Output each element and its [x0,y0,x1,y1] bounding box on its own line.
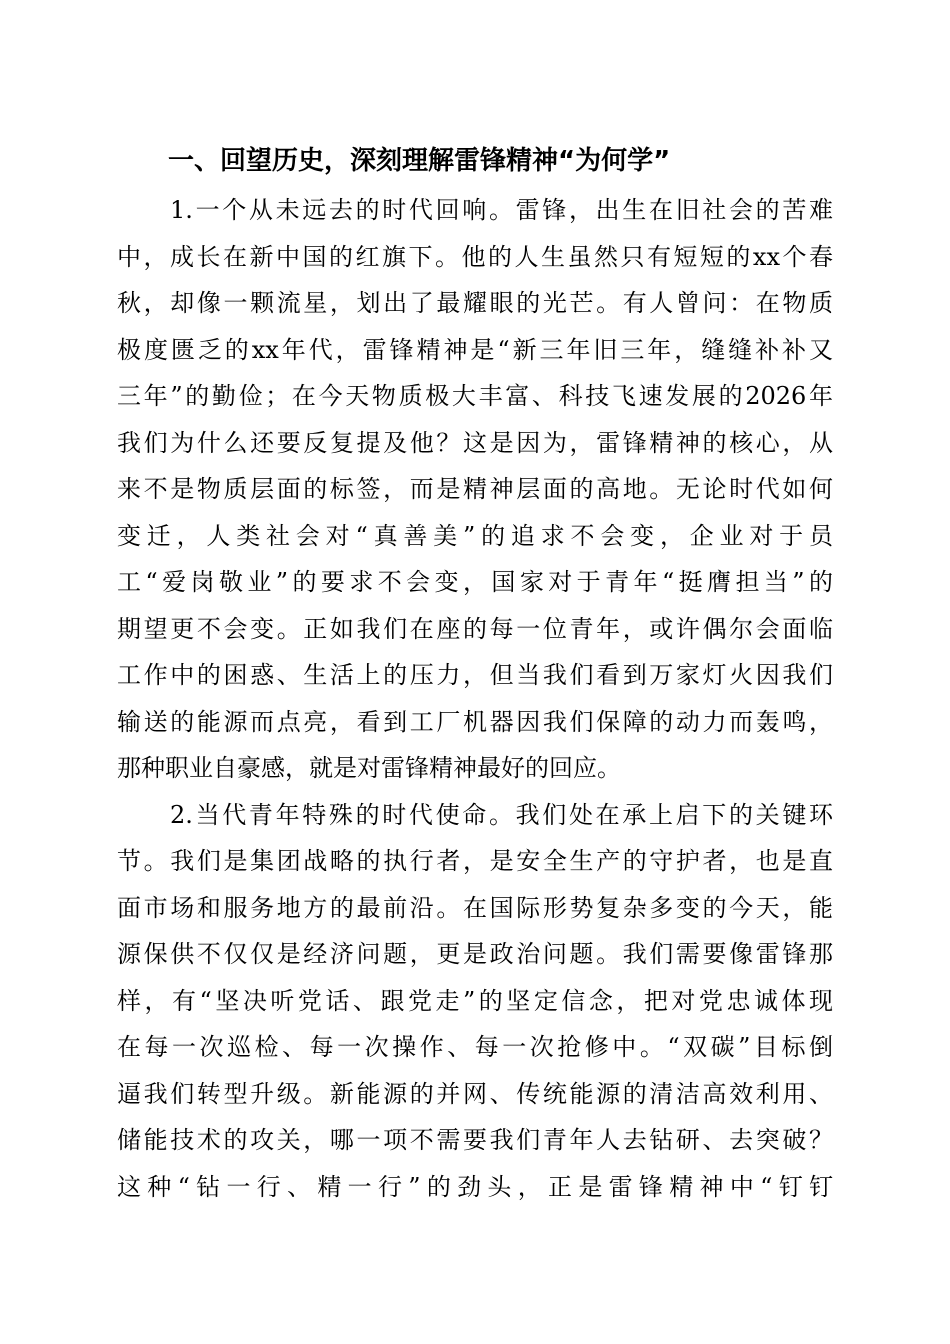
paragraph-2-line-3: 面市场和服务地方的最前沿。在国际形势复杂多变的今天，能 [117,893,833,922]
paragraph-1-line-8: 变迁，人类社会对“真善美”的追求不会变，企业对于员 [117,521,833,550]
paragraph-1-line-11: 工作中的困惑、生活上的压力，但当我们看到万家灯火因我们 [117,661,833,689]
paragraph-1-line-9: 工“爱岗敬业”的要求不会变，国家对于青年“挺膺担当”的 [117,568,833,596]
paragraph-1-line-4: 极度匮乏的xx年代，雷锋精神是“新三年旧三年，缝缝补补又 [117,335,833,364]
paragraph-2-line-5: 样，有“坚决听党话、跟党走”的坚定信念，把对党忠诚体现 [117,986,833,1015]
paragraph-1-line-7: 来不是物质层面的标签，而是精神层面的高地。无论时代如何 [117,475,833,503]
body-text [117,187,833,1210]
paragraph-1-line-6: 我们为什么还要反复提及他？这是因为，雷锋精神的核心，从 [117,428,833,457]
paragraph-1-line-1: 1.一个从未远去的时代回响。雷锋，出生在旧社会的苦难 [170,196,833,224]
paragraph-2-line-8: 储能技术的攻关，哪一项不需要我们青年人去钻研、去突破？ [117,1126,833,1154]
paragraph-1-line-5: 三年”的勤俭；在今天物质极大丰富、科技飞速发展的2026年 [117,382,833,410]
section-heading: 一、回望历史，深刻理解雷锋精神“为何学” [168,146,671,176]
paragraph-2-line-4: 源保供不仅仅是经济问题，更是政治问题。我们需要像雷锋那 [117,940,833,968]
paragraph-1-line-10: 期望更不会变。正如我们在座的每一位青年，或许偶尔会面临 [117,614,833,643]
paragraph-2-line-2: 节。我们是集团战略的执行者，是安全生产的守护者，也是直 [117,847,833,875]
paragraph-1-line-3: 秋，却像一颗流星，划出了最耀眼的光芒。有人曾问：在物质 [117,289,833,317]
paragraph-2-line-9: 这种“钻一行、精一行”的劲头，正是雷锋精神中“钉钉 [117,1172,833,1201]
paragraph-1-line-13: 那种职业自豪感，就是对雷锋精神最好的回应。 [117,754,621,782]
paragraph-2-line-7: 逼我们转型升级。新能源的并网、传统能源的清洁高效利用、 [117,1079,833,1108]
paragraph-2-line-6: 在每一次巡检、每一次操作、每一次抢修中。“双碳”目标倒 [117,1033,833,1061]
paragraph-1-line-12: 输送的能源而点亮，看到工厂机器因我们保障的动力而轰鸣， [117,707,833,736]
paragraph-2-line-1: 2.当代青年特殊的时代使命。我们处在承上启下的关键环 [170,800,833,829]
paragraph-1-line-2: 中，成长在新中国的红旗下。他的人生虽然只有短短的xx个春 [117,242,833,271]
